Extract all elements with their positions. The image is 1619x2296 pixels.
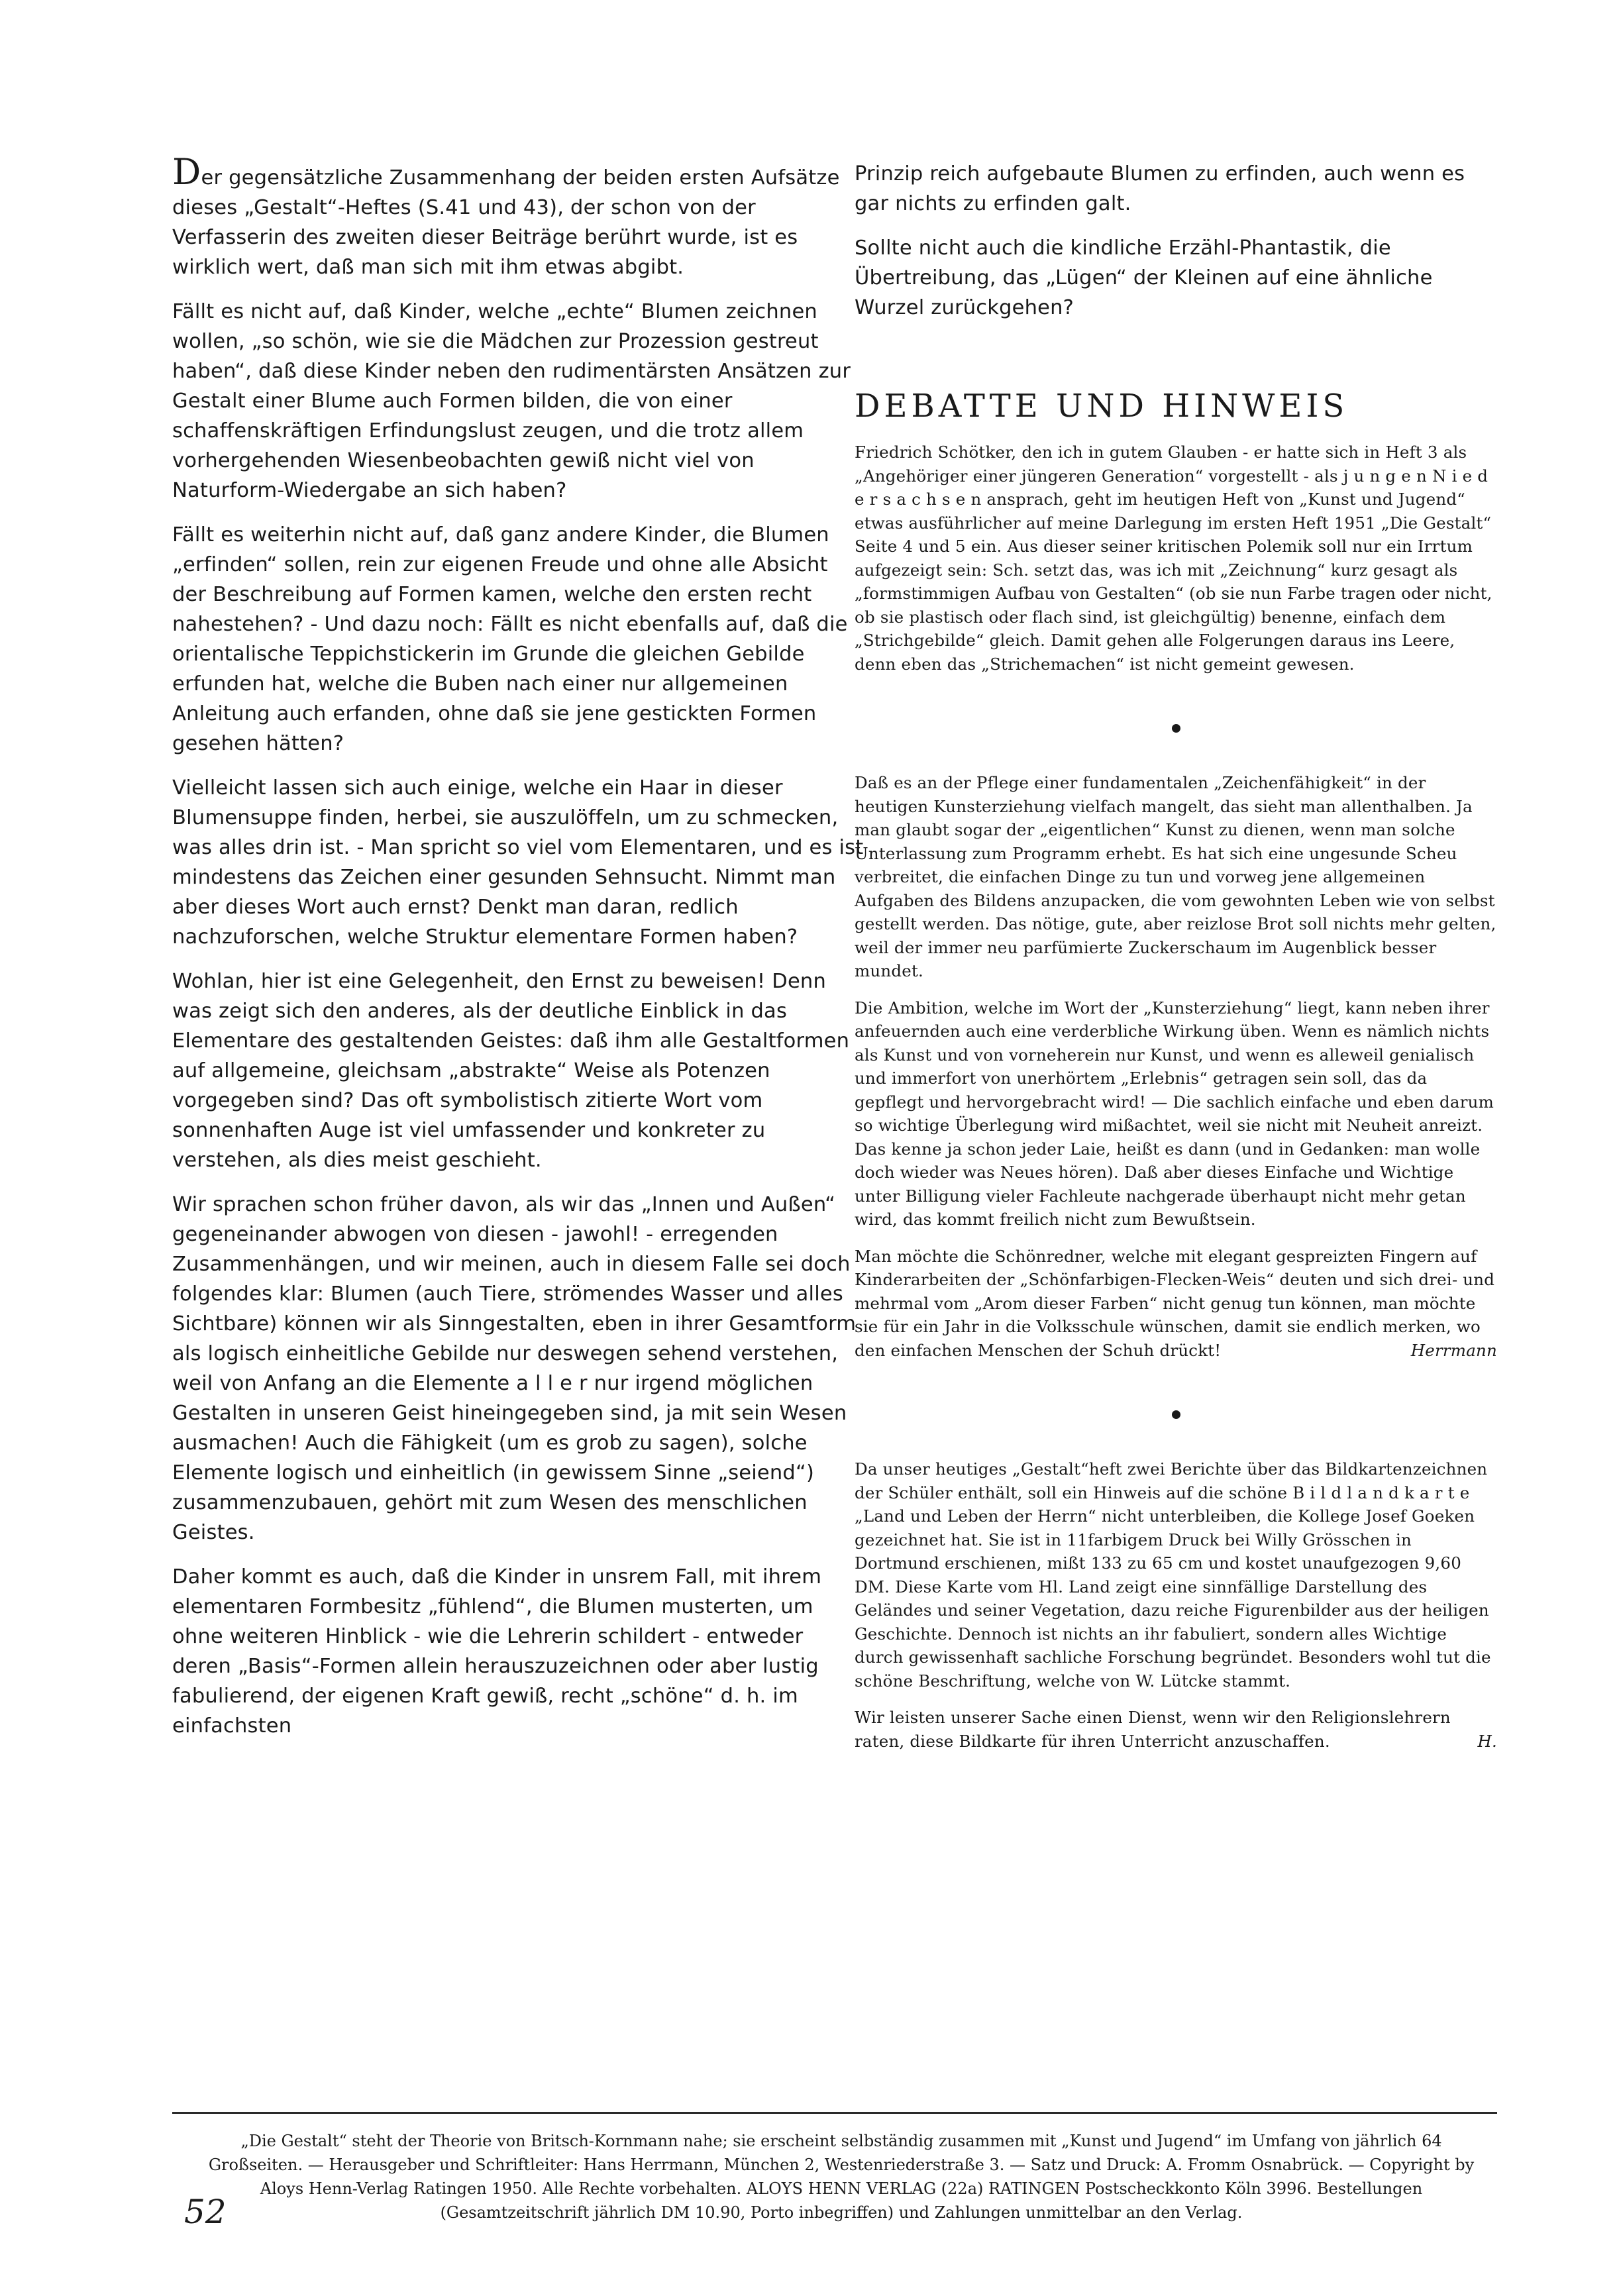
paragraph: Fällt es weiterhin nicht auf, daß ganz andere Kinder, die Blumen „erfinden“ sollen, rein zur eigenen Freude und ohne alle Absicht der Beschreibung auf Formen kamen, welche den ersten recht nahestehen? - Und dazu noch: Fällt es nicht ebenfalls auf, daß die orientalische Teppichstickerin im Grunde die gleichen Gebilde erfunden hat, welche die Buben nach einer nur allgemeinen Anleitung auch erfanden, ohne daß sie jene gestickten Formen gesehen hätten?	[172, 523, 848, 755]
paragraph: Die Ambition, welche im Wort der „Kunsterziehung“ liegt, kann neben ihrer anfeuernden auch eine verderbliche Wirkung üben. Wenn es nämlich nichts als Kunst und von vorneherein nur Kunst, und wenn es alleweil genialisch und immerfort von unerhörtem „Erlebnis“ getragen sein soll, das da gepflegt und hervorgebracht wird! — Die sachlich einfache und eben darum so wichtige Überlegung wird mißachtet, weil sie nicht mit Neuheit anreizt. Das kenne ja schon jeder Laie, heißt es dann (und in Gedanken: man wolle doch wieder was Neues hören). Daß aber dieses Einfache und Wichtige unter Billigung vieler Fachleute nachgerade überhaupt nicht mehr getan wird, das kommt freilich nicht zum Bewußtsein.	[855, 998, 1494, 1229]
paragraph: Da unser heutiges „Gestalt“heft zwei Berichte über das Bildkartenzeichnen der Schüler enthält, soll ein Hinweis auf die schöne B i l d l a n d k a r t e „Land und Leben der Herrn“ nicht unterbleiben, die Kollege Josef Goeken gezeichnet hat. Sie ist in 11farbigem Druck bei Willy Grösschen in Dortmund erschienen, mißt 133 zu 65 cm und kostet unaufgezogen 9,60 DM. Diese Karte vom Hl. Land zeigt eine sinnfällige Darstellung des Geländes und seiner Vegetation, dazu reiche Figurenbilder aus der heiligen Geschichte. Dennoch ist nichts an ihr fabuliert, sondern alles Wichtige durch gewissenhaft sachliche Forschung begründet. Besonders wohl tut die schöne Beschriftung, welche von W. Lütcke stammt.	[855, 1459, 1491, 1691]
paragraph: Friedrich Schötker, den ich in gutem Glauben - er hatte sich in Heft 3 als „Angehöriger einer jüngeren Generation“ vorgestellt - als j u n g e n N i e d e r s a c h s e n ansprach, geht im heutigen Heft von „Kunst und Jugend“ etwas ausführlicher auf meine Darlegung im ersten Heft 1951 „Die Gestalt“ Seite 4 und 5 ein. Aus dieser seiner kritischen Polemik soll nur ein Irrtum aufgezeigt sein: Sch. setzt das, was ich mit „Zeichnung“ kurz gesagt als „formstimmigen Aufbau von Gestalten“ (ob sie nun Farbe tragen oder nicht, ob sie plastisch oder flach sind, ist gleichgültig) benenne, einfach dem „Strichgebilde“ gleich. Damit gehen alle Folgerungen daraus ins Leere, denn eben das „Strichemachen“ ist nicht gemeint gewesen.	[855, 443, 1492, 674]
signature: H.	[1477, 1731, 1497, 1751]
signature: Herrmann	[1410, 1340, 1497, 1360]
paragraph: Man möchte die Schönredner, welche mit elegant gespreizten Fingern auf Kinderarbeiten der „Schönfarbigen-Flecken-Weis“ deuten und sich drei- und mehrmal vom „Arom dieser Farben“ nicht genug tun können, man möchte sie für ein Jahr in die Volksschule wünschen, damit sie endlich merken, wo den einfachen Menschen der Schuh drückt! Herrmann	[855, 1245, 1497, 1363]
bullet-separator	[855, 1406, 1497, 1422]
paragraph: Prinzip reich aufgebaute Blumen zu erfinden, auch wenn es gar nichts zu erfinden galt.	[855, 162, 1465, 215]
paragraph: Sollte nicht auch die kindliche Erzähl-Phantastik, die Übertreibung, das „Lügen“ der Kleinen auf eine ähnliche Wurzel zurückgehen?	[855, 236, 1433, 319]
section-heading: DEBATTE UND HINWEIS	[855, 388, 1349, 425]
paragraph: Der gegensätzliche Zusammenhang der beiden ersten Aufsätze dieses „Gestalt“-Heftes (S.41 und 43), der schon von der Verfasserin des zweiten dieser Beiträge berührt wurde, ist es wirklich wert, daß man sich mit ihm etwas abgibt.	[172, 151, 840, 279]
right-column	[855, 159, 1497, 1766]
paragraph: Daher kommt es auch, daß die Kinder in unsrem Fall, mit ihrem elementaren Formbesitz „fühlend“, die Blumen musterten, um ohne weiteren Hinblick - wie die Lehrerin schildert - entweder deren „Basis“-Formen allein herauszuzeichnen oder aber lustig fabulierend, der eigenen Kraft gewiß, recht „schöne“ d. h. im einfachsten	[172, 1565, 822, 1738]
page-number: 52	[184, 2193, 227, 2231]
drop-cap: D	[172, 151, 201, 193]
bullet-dot-icon	[1172, 1410, 1180, 1419]
bullet-separator	[855, 719, 1497, 735]
bullet-dot-icon	[1172, 724, 1180, 733]
paragraph: Wir sprachen schon früher davon, als wir das „Innen und Außen“ gegeneinander abwogen von diesen - jawohl! - erregenden Zusammenhängen, und wir meinen, auch in diesem Falle sei doch folgendes klar: Blumen (auch Tiere, strömendes Wasser und alles Sichtbare) können wir als Sinngestalten, eben in ihrer Gesamtform als logisch einheitliche Gebilde nur deswegen sehend verstehen, weil von Anfang an die Elemente a l l e r nur irgend möglichen Gestalten in unseren Geist hineingegeben sind, ja mit sein Wesen ausmachen! Auch die Fähigkeit (um es grob zu sagen), solche Elemente logisch und einheitlich (in gewissem Sinne „seiend“) zusammenzubauen, gehört mit zum Wesen des menschlichen Geistes.	[172, 1193, 857, 1544]
footer-divider	[172, 2112, 1497, 2114]
paragraph: Fällt es nicht auf, daß Kinder, welche „echte“ Blumen zeichnen wollen, „so schön, wie sie die Mädchen zur Prozession gestreut haben“, daß diese Kinder neben den rudimentärsten Ansätzen zur Gestalt einer Blume auch Formen bilden, die von einer schaffenskräftigen Erfindungslust zeugen, und die trotz allem vorhergehenden Wiesenbeobachten gewiß nicht viel von Naturform-Wiedergabe an sich haben?	[172, 300, 851, 502]
paragraph: Wohlan, hier ist eine Gelegenheit, den Ernst zu beweisen! Denn was zeigt sich den anderes, als der deutliche Einblick in das Elementare des gestaltenden Geistes: daß ihm alle Gestaltformen auf allgemeine, gleichsam „abstrakte“ Weise als Potenzen vorgegeben sind? Das oft symbolistisch zitierte Wort vom sonnenhaften Auge ist viel umfassender und konkreter zu verstehen, als dies meist geschieht.	[172, 970, 850, 1172]
publisher-footer: „Die Gestalt“ steht der Theorie von Britsch-Kornmann nahe; sie erscheint selbständig zusammen mit „Kunst und Jugend“ im Umfang von jährlich 64 Großseiten. — Herausgeber und Schriftleiter: Hans Herrmann, München 2, Westenriederstraße 3. — Satz und Druck: A. Fromm Osnabrück. — Copyright by Aloys Henn-Verlag Ratingen 1950. Alle Rechte vorbehalten. ALOYS HENN VERLAG (22a) RATINGEN Postscheckkonto Köln 3996. Bestellungen (Gesamtzeitschrift jährlich DM 10.90, Porto inbegriffen) und Zahlungen unmittelbar an den Verlag.	[208, 2132, 1475, 2222]
paragraph: Vielleicht lassen sich auch einige, welche ein Haar in dieser Blumensuppe finden, herbei, sie auszulöffeln, um zu schmecken, was alles drin ist. - Man spricht so viel vom Elementaren, und es ist mindestens das Zeichen einer gesunden Sehnsucht. Nimmt man aber dieses Wort auch ernst? Denkt man daran, redlich nachzuforschen, welche Struktur elementare Formen haben?	[172, 776, 864, 949]
left-column	[172, 151, 868, 1755]
paragraph: Daß es an der Pflege einer fundamentalen „Zeichenfähigkeit“ in der heutigen Kunsterziehung vielfach mangelt, das sieht man allenthalben. Ja man glaubt sogar der „eigentlichen“ Kunst zu dienen, wenn man solche Unterlassung zum Programm erhebt. Es hat sich eine ungesunde Scheu verbreitet, die einfachen Dinge zu tun und vorweg jene allgemeinen Aufgaben des Bildens anzupacken, die vom gewohnten Leben wie von selbst gestellt werden. Das nötige, gute, aber reizlose Brot soll nichts mehr gelten, weil der immer neu parfümierte Zuckerschaum im Augenblick besser mundet.	[855, 773, 1496, 980]
paragraph: Wir leisten unserer Sache einen Dienst, wenn wir den Religionslehrern raten, diese Bildkarte für ihren Unterricht anzuschaffen. H.	[855, 1706, 1497, 1753]
